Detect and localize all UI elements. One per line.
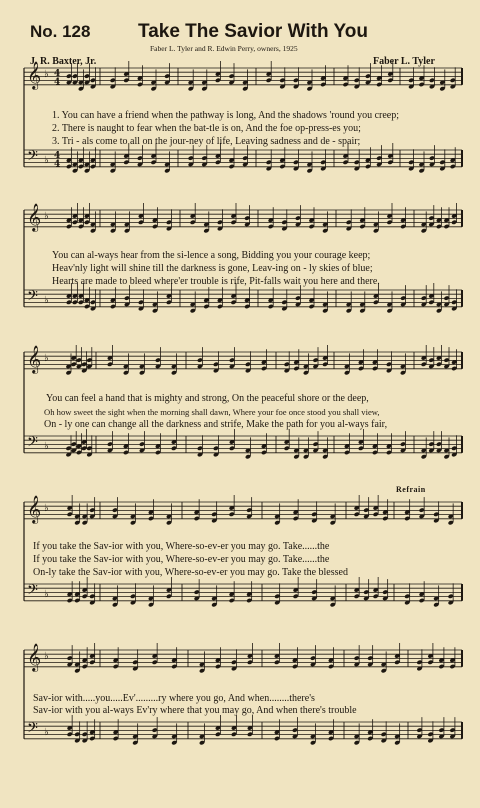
- system-1-verse-2: 2. There is naught to fear when the bat-tle is on, And the foe op-press-es you;: [52, 123, 361, 134]
- flat-sign-icon: ♭: [44, 651, 49, 662]
- treble-notes: [354, 495, 389, 521]
- treble-notes: [112, 497, 172, 525]
- refrain-label: Refrain: [396, 485, 426, 494]
- system-3-verse-3: On - ly one can change all the darkness and strife, Make the path for you al-ways fair,: [44, 419, 388, 430]
- treble-clef-icon: 𝄞: [27, 61, 42, 89]
- treble-clef-icon: 𝄞: [27, 643, 42, 671]
- flat-sign-icon: ♭: [44, 295, 49, 306]
- bass-notes: [66, 429, 93, 457]
- flat-sign-icon: ♭: [44, 727, 49, 738]
- system-3-verse-2: Oh how sweet the sight when the morning shall dawn, Where your foe once stood you shall view,: [44, 407, 380, 417]
- bass-notes: [194, 579, 253, 607]
- flat-sign-icon: ♭: [44, 69, 49, 80]
- bass-notes: [66, 147, 96, 173]
- system-1-verse-1: 1. You can have a friend when the pathway is long, And the shadows 'round you creep;: [52, 110, 400, 121]
- flat-sign-icon: ♭: [44, 503, 49, 514]
- bass-clef-icon: 𝄢: [27, 288, 38, 308]
- hymn-number: No. 128: [30, 22, 91, 41]
- system-4-verse-1: If you take the Sav-ior with you, Where-so-ev-er you may go. Take......the: [33, 541, 330, 552]
- treble-clef-icon: 𝄞: [27, 203, 42, 231]
- time-signature-top: 4: [54, 151, 61, 161]
- flat-sign-icon: ♭: [44, 353, 49, 364]
- lyricist-credit: Faber L. Tyler: [373, 56, 435, 67]
- system-2-verse-1: You can al-ways hear from the si-lence a song, Bidding you your courage keep;: [52, 250, 371, 261]
- treble-notes: [404, 497, 454, 525]
- bass-notes: [107, 429, 177, 455]
- treble-notes: [421, 345, 458, 371]
- treble-notes: [344, 349, 406, 375]
- bass-notes: [408, 145, 456, 173]
- bass-notes: [268, 285, 329, 313]
- bass-clef-icon: 𝄢: [27, 720, 38, 740]
- system-4-verse-3: On-ly take the Sav-ior with you, Where-so-ev-er you may go. Take the blessed: [33, 567, 348, 578]
- bass-notes: [354, 577, 389, 601]
- treble-notes: [268, 205, 329, 233]
- bass-clef-icon: 𝄢: [27, 582, 38, 602]
- bass-clef-icon: 𝄢: [27, 148, 38, 168]
- hymn-title: Take The Savior With You: [138, 21, 368, 42]
- composer-credit: J. R. Baxter, Jr.: [30, 56, 97, 67]
- bass-notes: [113, 717, 178, 745]
- bass-clef-icon: 𝄢: [27, 434, 38, 454]
- system-2-verse-3: Hearts are made to bleed where'er trouble is rife, Pit-falls wait you here and there.: [52, 276, 380, 287]
- system-5-verse-1: Sav-ior with.....you.....Ev'.........ry where you go, And when........there's: [33, 693, 315, 704]
- treble-notes: [408, 65, 456, 91]
- bass-notes: [354, 719, 401, 745]
- time-signature-top: 4: [54, 69, 61, 79]
- system-3-verse-1: You can feel a hand that is mighty and strong, On the peaceful shore or the deep,: [46, 393, 369, 404]
- bass-notes: [266, 147, 327, 173]
- treble-notes: [274, 499, 336, 525]
- bass-notes: [274, 717, 334, 745]
- treble-clef-icon: 𝄞: [27, 345, 42, 373]
- treble-clef-icon: 𝄞: [27, 495, 42, 523]
- system-5-verse-2: Sav-ior with you al-ways Ev'ry where that you may go, And when there's trouble: [33, 705, 357, 716]
- treble-notes: [66, 63, 96, 91]
- system-1-verse-3: 3. Tri - als come to all on the jour-ney of life, Leaving sadness and de - spair;: [52, 136, 361, 147]
- treble-notes: [274, 643, 334, 669]
- flat-sign-icon: ♭: [44, 441, 49, 452]
- bass-notes: [344, 429, 406, 455]
- system-4-verse-2: If you take the Sav-ior with you, Where-so-ev-er you may go. Take......the: [33, 554, 330, 565]
- flat-sign-icon: ♭: [44, 211, 49, 222]
- time-signature-bottom: 4: [54, 159, 61, 170]
- flat-sign-icon: ♭: [44, 589, 49, 600]
- bass-notes: [421, 431, 458, 459]
- system-2-verse-2: Heav'nly light will shine till the darkness is gone, Leav-ing on - ly skies of blue;: [52, 263, 373, 274]
- bass-notes: [188, 143, 249, 169]
- copyright-owners: Faber L. Tyler and R. Edwin Perry, owners, 1925: [150, 44, 298, 53]
- bass-notes: [404, 581, 454, 607]
- time-signature-bottom: 4: [54, 77, 61, 88]
- flat-sign-icon: ♭: [44, 155, 49, 166]
